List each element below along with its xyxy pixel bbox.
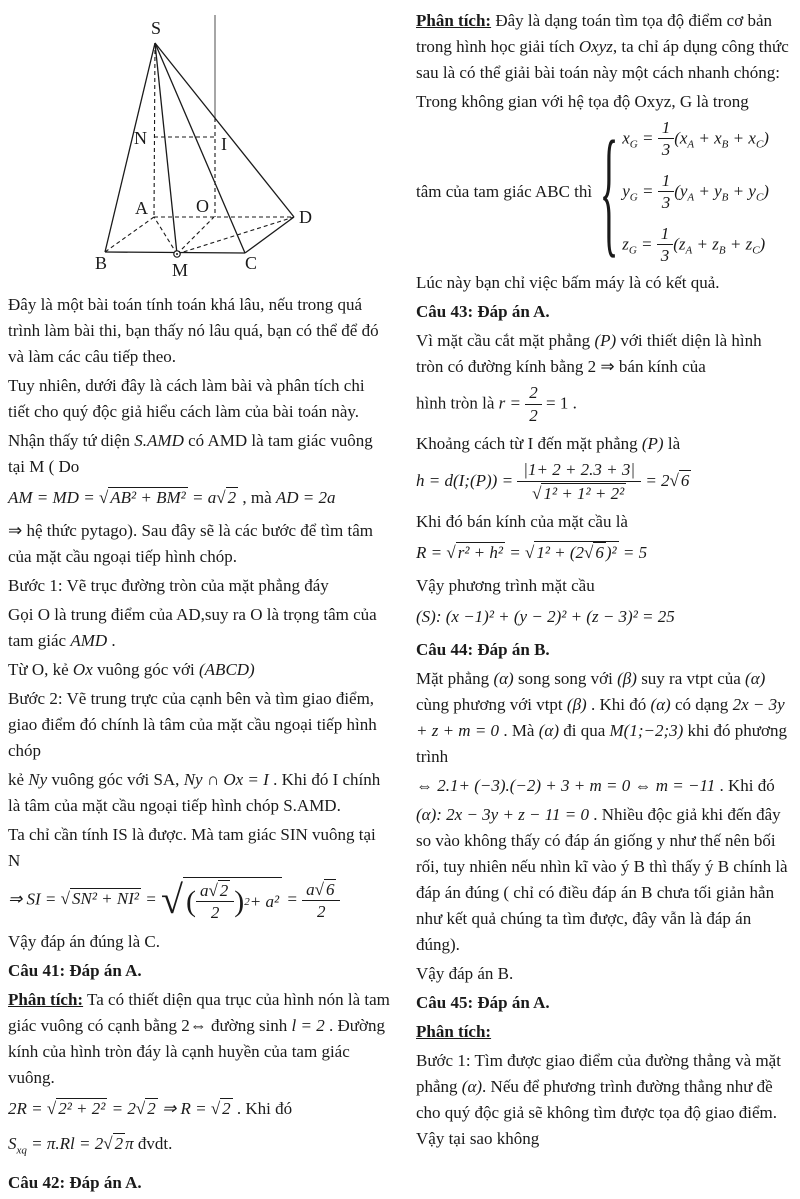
paragraph-khoang-cach: Khoảng cách từ I đến mặt phẳng (P) là <box>416 434 681 454</box>
paragraph-intro-1: Đây là một bài toán tính toán khá lâu, nếu trong quá trình làm bài thi, bạn thấy nó lâu quá, bạn có thể để đó và làm các câu tiếp theo. <box>8 295 379 366</box>
dashed-edges <box>105 43 294 254</box>
paragraph-observe: Nhận thấy tứ diện S.AMD có AMD là tam giác vuông tại M ( Do <box>8 431 373 476</box>
equation-yg: $y_G$ = $\frac{1}{3}$ $(y_A + y_B + y_C)$ <box>622 170 769 213</box>
paragraph-goi-o: Gọi O là trung điểm của AD,suy ra O là trọng tâm của tam giác AMD . <box>8 605 377 650</box>
label-B: B <box>94 253 108 273</box>
centroid-lead-text: tâm của tam giác ABC thì <box>416 182 593 202</box>
paragraph-ban-kinh: Khi đó bán kính của mặt cầu là <box>416 511 628 531</box>
fraction: $\frac{|1+ 2 + 2.3 + 3|}{\text{√ 1² + 1² + 2²}}$ <box>517 460 641 504</box>
paragraph-bam-may: Lúc này bạn chỉ việc bấm máy là có kết quả. <box>416 273 720 293</box>
fraction: $\frac{a√ 2}{2}$ <box>196 880 234 924</box>
label-I: I <box>221 134 227 154</box>
centroid-system <box>416 111 792 270</box>
paragraph-tinh-is: Ta chỉ cần tính IS là được. Mà tam giác SIN vuông tại N <box>8 825 376 870</box>
formula-2r: 2R = √ 2² + 2² = 2√ 2 ⇒ R = √ 2 . Khi đó <box>8 1098 293 1118</box>
right-column <box>400 0 800 1199</box>
formula-sphere-equation: (S): (x −1)² + (y − 2)² + (z − 3)² = 25 <box>416 606 675 626</box>
equation-zg: $z_G$ = $\frac{1}{3}$ $(z_A + z_B + z_C)$ <box>622 223 766 265</box>
label-C: C <box>244 253 258 273</box>
label-D: D <box>299 207 312 227</box>
equation-xg: $x_G$ = $\frac{1}{3}$ $(x_A + x_B + x_C)$ <box>622 118 769 160</box>
heading-cau-44: Câu 44: Đáp án B. <box>416 639 550 659</box>
big-sqrt: √ ( $\frac{a√ 2}{2}$ ) 2 + a² <box>161 877 282 924</box>
heading-cau-45: Câu 45: Đáp án A. <box>416 992 550 1012</box>
paragraph-44-discussion: (α): 2x − 3y + z − 11 = 0 . Nhiều độc giả khi đến đây so vào không thấy có đáp án giống y như thế nên bối rối, tuy nhiên nếu nhìn kĩ vào ý B thì thấy ý B chính là đáp án đúng ( chỉ có điều đáp án B chưa tối giản hẳn như kết quả chúng ta tìm được, đây vẫn là đáp án đúng). <box>416 804 788 954</box>
point-m-dot <box>176 253 178 255</box>
paragraph-43-analysis: Phân tích: Đây là dạng toán tìm tọa độ điểm cơ bản trong hình học giải tích Oxyz, ta chỉ áp dụng công thức sau là có thể giải bài toán này một cách nhanh chóng: <box>416 11 789 82</box>
pyramid-figure <box>8 0 390 292</box>
label-A: A <box>135 198 148 218</box>
paragraph-tu-o: Từ O, kẻ Ox vuông góc với (ABCD) <box>8 660 255 679</box>
formula-si: ⇒ SI = √ SN² + NI² = √ ( $\frac{a√ 2}{2}$ ) 2 + a² = $\frac{a√ 6}{2}$ <box>8 877 390 924</box>
left-brace-icon: { <box>599 111 619 270</box>
formula-am-md: AM = MD = √ AB² + BM² = a√ 2 , mà AD = 2a <box>8 488 336 507</box>
label-S: S <box>150 18 162 38</box>
sqrt: √ AB² + BM² <box>98 488 186 507</box>
paragraph-step2: Bước 2: Vẽ trung trực của cạnh bên và tìm giao điểm, giao điểm đó chính là tâm của mặt cầu ngoại tiếp hình chóp <box>8 689 377 760</box>
label-N: N <box>134 128 147 148</box>
solid-edges <box>105 43 294 254</box>
heading-cau-41: Câu 41: Đáp án A. <box>8 960 142 980</box>
label-M: M <box>171 260 189 280</box>
paragraph-oxyz: Trong không gian với hệ tọa độ Oxyz, G là trong <box>416 92 749 111</box>
formula-big-r: R = √ r² + h² = √ 1² + (2√ 6 )² = 5 <box>416 542 648 562</box>
paragraph-45-step1: Bước 1: Tìm được giao điểm của đường thẳng và mặt phẳng (α). Nếu để phương trình đường thẳng như đề cho quý độc giả sẽ không tìm được tọa độ giao điểm. Vậy tại sao không <box>416 1050 781 1148</box>
heading-cau-42: Câu 42: Đáp án A. <box>8 1173 142 1193</box>
paragraph-answer-b: Vậy đáp án B. <box>416 963 514 983</box>
paragraph-phuong-trinh: Vậy phương trình mặt cầu <box>416 575 595 595</box>
formula-sxq: $S_{xq} = \pi.Rl = 2√$ 2 π đvdt. <box>8 1133 173 1157</box>
paragraph-mat-cau: Vì mặt cầu cắt mặt phẳng (P) với thiết diện là hình tròn có đường kính bằng 2 ⇒ bán kính của <box>416 331 762 377</box>
paragraph-pytago: ⇒ hệ thức pytago). Sau đây sẽ là các bước để tìm tâm của mặt cầu ngoại tiếp hình chóp. <box>8 521 374 566</box>
formula-h-distance: h = d(I;(P)) = $\frac{|1+ 2 + 2.3 + 3|}{\text{√ 1² + 1² + 2²}}$ = 2√ 6 <box>416 460 690 503</box>
figure-labels <box>95 18 312 280</box>
centroid-equations <box>622 118 769 266</box>
formula-r-radius: hình tròn là r = $\frac{2}{2}$ = 1 . <box>416 383 577 425</box>
formula-m-value: ⇔ 2.1+ (−3).(−2) + 3 + m = 0 ⇔ m = −11 . Khi đó <box>416 775 775 795</box>
heading-45-analysis: Phân tích: <box>416 1021 492 1041</box>
sqrt-radical-icon: √ <box>98 488 109 507</box>
paragraph-answer-c: Vậy đáp án đúng là C. <box>8 931 161 951</box>
paragraph-44-body: Mặt phẳng (α) song song với (β) suy ra vtpt của (α) cùng phương với vtpt (β) . Khi đó (α) có dạng 2x − 3y + z + m = 0 . Mà (α) đi qua M(1;−2;3) khi đó phương trình <box>416 668 787 766</box>
heading-cau-43: Câu 43: Đáp án A. <box>416 302 550 322</box>
paragraph-step1: Bước 1: Vẽ trục đường tròn của mặt phẳng đáy <box>8 576 329 595</box>
pyramid-figure-svg <box>8 0 390 292</box>
paragraph-intro-2: Tuy nhiên, dưới đây là cách làm bài và phân tích chi tiết cho quý độc giả hiểu cách làm của bài toán này. <box>8 376 365 421</box>
paragraph-ke-ny: kẻ Ny vuông góc với SA, Ny ∩ Ox = I . Khi đó I chính là tâm của mặt cầu ngoại tiếp hình chóp S.AMD. <box>8 770 381 815</box>
paragraph-41-analysis: Phân tích: Ta có thiết diện qua trục của hình nón là tam giác vuông có cạnh bằng 2⇔ đường sinh l = 2 . Đường kính của hình tròn đáy là cạnh huyền của tam giác vuông. <box>8 989 390 1087</box>
label-O: O <box>196 196 209 216</box>
